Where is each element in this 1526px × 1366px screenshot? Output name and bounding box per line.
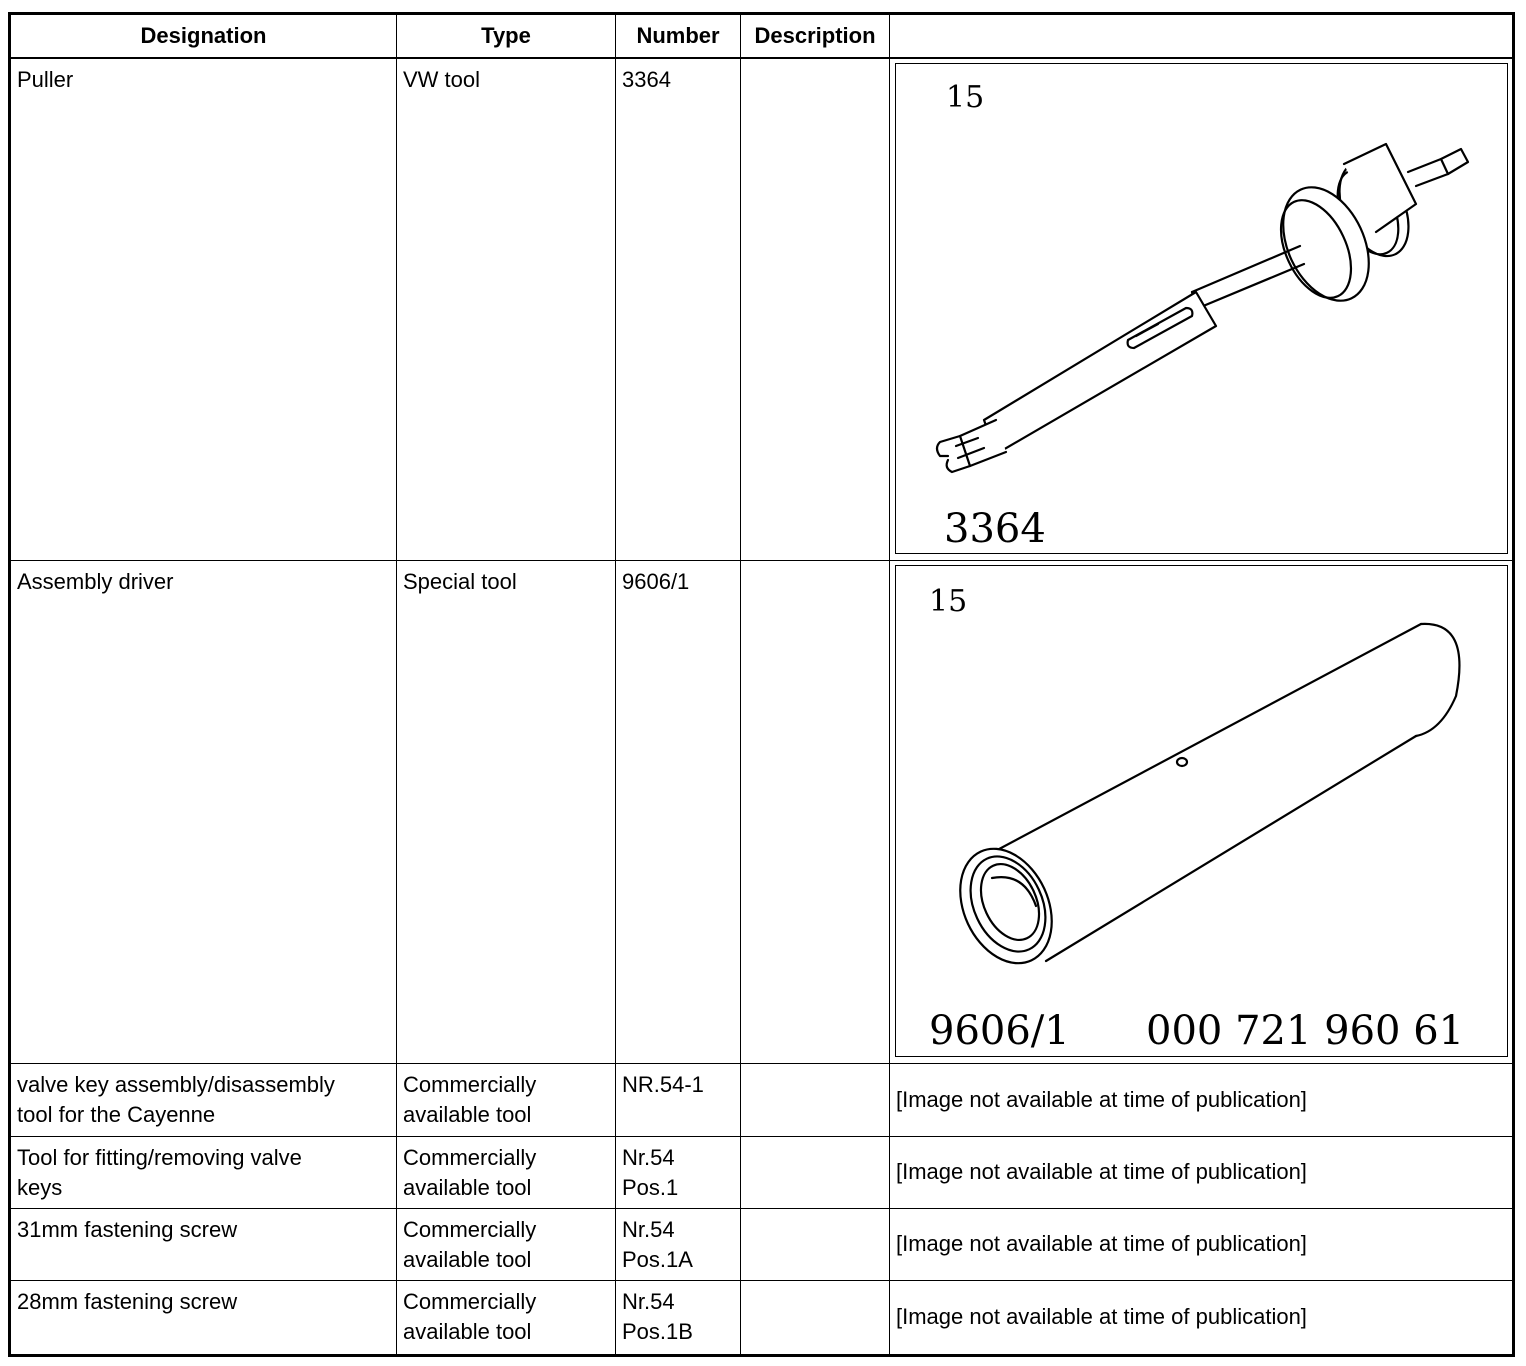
cell-number	[616, 1136, 741, 1208]
designation-line: valve key assembly/disassembly	[17, 1071, 335, 1097]
figure-label: 15	[929, 583, 968, 619]
number-line: Nr.54	[622, 1288, 675, 1314]
figure-part-number: 000 721 960 61	[1146, 1007, 1465, 1054]
header-row	[11, 15, 1513, 59]
cell-designation	[11, 1208, 397, 1280]
number-line: Pos.1A	[622, 1246, 693, 1272]
type-line: available tool	[403, 1101, 532, 1127]
header-designation: Designation	[11, 15, 397, 59]
cell-number: 3364	[616, 58, 741, 560]
designation-line: 28mm fastening screw	[17, 1288, 238, 1314]
special-tools-table	[10, 14, 1513, 1355]
cell-image	[890, 58, 1513, 560]
cell-image-unavailable: [Image not available at time of publication]	[890, 1063, 1513, 1136]
sleeve-driver-icon	[896, 566, 1508, 1057]
cell-image-unavailable: [Image not available at time of publication]	[890, 1280, 1513, 1354]
type-line: Commercially	[403, 1216, 537, 1242]
type-line: available tool	[403, 1174, 532, 1200]
cell-description	[741, 1208, 890, 1280]
table-row	[11, 560, 1513, 1063]
number-line: Nr.54	[622, 1144, 675, 1170]
number-line: Pos.1	[622, 1174, 679, 1200]
number-line: Nr.54	[622, 1216, 675, 1242]
type-line: Commercially	[403, 1288, 537, 1314]
type-line: Commercially	[403, 1071, 537, 1097]
cell-designation: Assembly driver	[11, 560, 397, 1063]
cell-number	[616, 1280, 741, 1354]
table-row	[11, 1136, 1513, 1208]
figure-code: 9606/1	[929, 1007, 1070, 1054]
header-image	[890, 15, 1513, 59]
number-line: Pos.1B	[622, 1318, 693, 1344]
cell-designation	[11, 1063, 397, 1136]
cell-type	[397, 1208, 616, 1280]
cell-type: VW tool	[397, 58, 616, 560]
cell-type	[397, 1280, 616, 1354]
cell-number	[616, 1208, 741, 1280]
cell-image-unavailable: [Image not available at time of publication]	[890, 1208, 1513, 1280]
cell-designation	[11, 1136, 397, 1208]
cell-number: 9606/1	[616, 560, 741, 1063]
type-line: Commercially	[403, 1144, 537, 1170]
cell-designation	[11, 1280, 397, 1354]
header-type: Type	[397, 15, 616, 59]
figure-code: 3364	[944, 506, 1046, 552]
designation-line: Tool for fitting/removing valve	[17, 1144, 302, 1170]
cell-type: Special tool	[397, 560, 616, 1063]
cell-description	[741, 560, 890, 1063]
table-row	[11, 1280, 1513, 1354]
table-row	[11, 58, 1513, 560]
header-description: Description	[741, 15, 890, 59]
figure-puller	[895, 63, 1508, 554]
cell-description	[741, 1063, 890, 1136]
header-number: Number	[616, 15, 741, 59]
cell-description	[741, 58, 890, 560]
type-line: available tool	[403, 1246, 532, 1272]
table-row	[11, 1208, 1513, 1280]
designation-line: 31mm fastening screw	[17, 1216, 238, 1242]
designation-line: keys	[17, 1174, 63, 1200]
figure-label: 15	[946, 80, 985, 115]
cell-type	[397, 1063, 616, 1136]
designation-line: tool for the Cayenne	[17, 1101, 216, 1127]
slide-hammer-puller-icon	[896, 64, 1508, 554]
cell-designation: Puller	[11, 58, 397, 560]
cell-number	[616, 1063, 741, 1136]
figure-assembly-driver	[895, 565, 1508, 1057]
type-line: available tool	[403, 1318, 532, 1344]
cell-description	[741, 1136, 890, 1208]
cell-description	[741, 1280, 890, 1354]
number-line: NR.54-1	[622, 1071, 704, 1097]
cell-image	[890, 560, 1513, 1063]
cell-image-unavailable: [Image not available at time of publication]	[890, 1136, 1513, 1208]
table-row	[11, 1063, 1513, 1136]
cell-type	[397, 1136, 616, 1208]
